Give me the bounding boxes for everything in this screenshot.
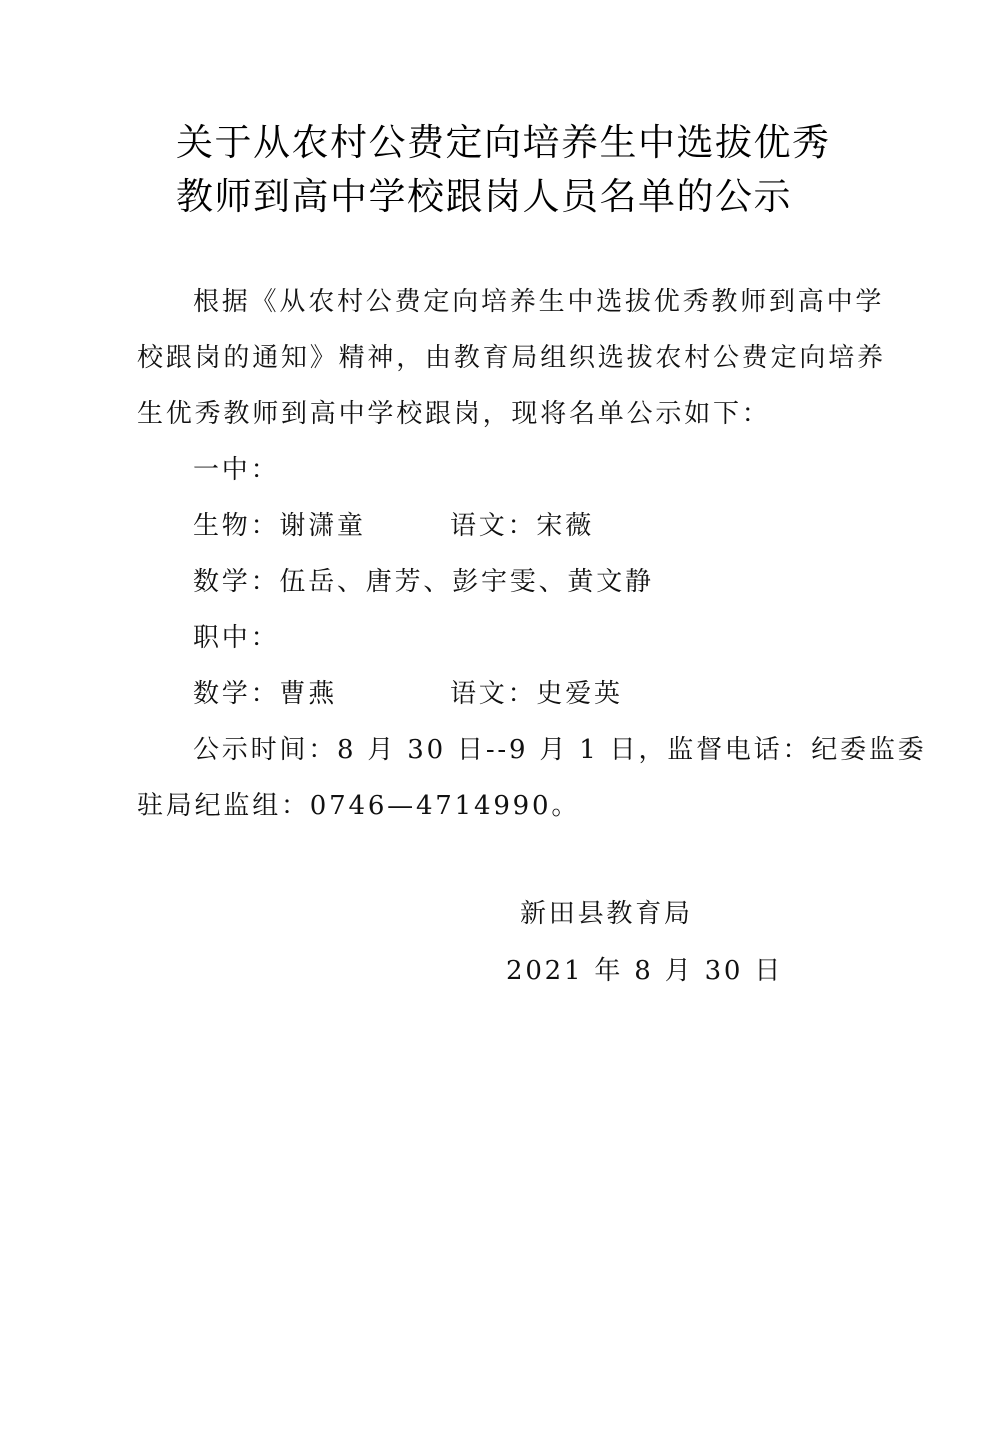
list-item-biology: 生物：谢潇童	[193, 511, 366, 541]
list-item-math: 数学：伍岳、唐芳、彭宇雯、黄文静	[193, 567, 654, 597]
document-title-line-2: 教师到高中学校跟岗人员名单的公示	[176, 175, 792, 218]
document-title-line-1: 关于从农村公费定向培养生中选拔优秀	[176, 121, 831, 164]
notice-line-1: 公示时间：8 月 30 日--9 月 1 日，监督电话：纪委监委	[193, 735, 927, 765]
signature-organization: 新田县教育局	[520, 899, 693, 929]
list-item-math-zhizhong: 数学：曹燕	[193, 679, 338, 709]
notice-line-2: 驻局纪监组：0746—4714990。	[137, 791, 581, 821]
body-paragraph-line-1: 根据《从农村公费定向培养生中选拔优秀教师到高中学	[193, 287, 885, 317]
signature-date: 2021 年 8 月 30 日	[506, 956, 784, 986]
school-heading-yizhong: 一中：	[193, 455, 280, 485]
body-paragraph-line-3: 生优秀教师到高中学校跟岗，现将名单公示如下：	[137, 399, 771, 429]
list-item-chinese-zhizhong: 语文：史爱英	[450, 679, 623, 709]
school-heading-zhizhong: 职中：	[193, 623, 280, 653]
list-item-chinese: 语文：宋薇	[450, 511, 595, 541]
body-paragraph-line-2: 校跟岗的通知》精神，由教育局组织选拔农村公费定向培养	[137, 343, 886, 373]
